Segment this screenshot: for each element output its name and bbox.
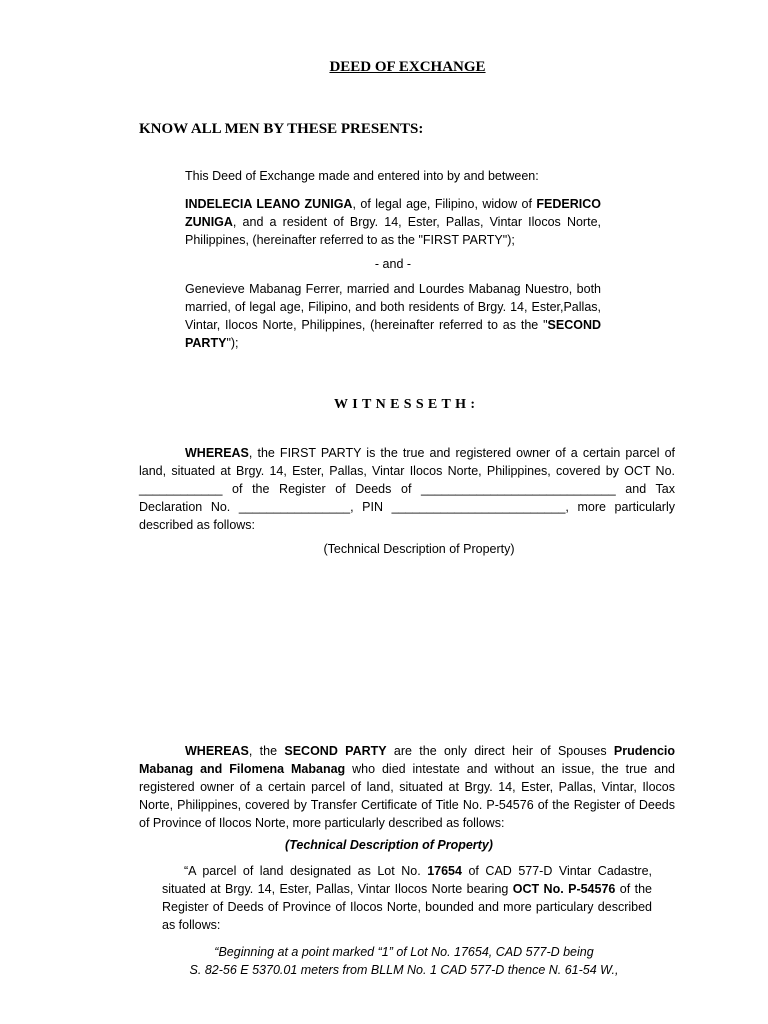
whereas-second-lead: WHEREAS bbox=[185, 744, 249, 758]
technical-description-2: (Technical Description of Property) bbox=[285, 838, 493, 852]
whereas-first-text: , the FIRST PARTY is the true and registered owner of a certain parcel of land, situated at Brgy. 14, Ester, Pallas, Vintar Ilocos Norte, Philippines, covered by OCT No. ____________ of the Register of Deeds of ____________________________ and Tax Declaration No. ________________, PIN _________________________, more particularly described as follows: bbox=[139, 446, 675, 532]
boundary-line-2: S. 82-56 E 5370.01 meters from BLLM No. 1 CAD 577-D thence N. 61-54 W., bbox=[189, 963, 619, 977]
and-separator: - and - bbox=[374, 257, 412, 271]
first-party-text-1: , of legal age, Filipino, widow of bbox=[352, 197, 537, 211]
whereas-second-text-1: , the bbox=[248, 744, 285, 758]
technical-description-1: (Technical Description of Property) bbox=[323, 542, 515, 556]
whereas-second-paragraph bbox=[139, 742, 675, 832]
document-title: DEED OF EXCHANGE bbox=[329, 59, 486, 75]
boundary-description bbox=[160, 943, 648, 979]
quote-text-3: of the Register of Deeds of Province of Ilocos Norte, bounded and more particulary described as follows: bbox=[162, 882, 652, 932]
quote-lot-number: 17654 bbox=[427, 864, 462, 878]
first-party-text-2: , and a resident of Brgy. 14, Ester, Pallas, Vintar Ilocos Norte, Philippines, (hereinafter referred to as the "FIRST PARTY"); bbox=[185, 215, 601, 247]
second-party-label: SECOND PARTY bbox=[185, 318, 601, 350]
whereas-first-paragraph bbox=[139, 444, 675, 534]
first-party-name: INDELECIA LEANO ZUNIGA bbox=[185, 197, 353, 211]
whereas-first-lead: WHEREAS bbox=[185, 446, 249, 460]
whereas-second-party: SECOND PARTY bbox=[284, 744, 387, 758]
quote-text-2: of CAD 577-D Vintar Cadastre, situated at Brgy. 14, Ester, Pallas, Vintar Ilocos Norte bearing bbox=[162, 864, 653, 896]
quote-text-1: “A parcel of land designated as Lot No. bbox=[184, 864, 428, 878]
whereas-second-spouses: Prudencio Mabanag and Filomena Mabanag bbox=[139, 744, 676, 776]
second-party-text-1: Genevieve Mabanag Ferrer, married and Lourdes Mabanag Nuestro, both married, of legal age, Filipino, and both residents of Brgy. 14, Ester,Pallas, Vintar, Ilocos Norte, Philippines, (hereinafter referred to as the " bbox=[185, 282, 601, 332]
quote-oct-number: OCT No. P-54576 bbox=[512, 882, 616, 896]
know-all-men-heading: KNOW ALL MEN BY THESE PRESENTS: bbox=[139, 121, 424, 137]
lot-description-quote bbox=[162, 862, 652, 934]
intro-paragraph: This Deed of Exchange made and entered into by and between: bbox=[185, 169, 539, 183]
second-party-paragraph bbox=[185, 280, 601, 352]
witnesseth-heading: WITNESSETH: bbox=[334, 397, 480, 412]
first-party-spouse: FEDERICO ZUNIGA bbox=[185, 197, 601, 229]
second-party-text-2: "); bbox=[226, 336, 239, 350]
boundary-line-1: “Beginning at a point marked “1” of Lot No. 17654, CAD 577-D being bbox=[214, 945, 594, 959]
whereas-second-text-3: who died intestate and without an issue, the true and registered owner of a certain parcel of land, situated at Brgy. 14, Ester, Pallas, Vintar, Ilocos Norte, Philippines, covered by Transfer Certificate of Title No. P-54576 of the Register of Deeds of Province of Ilocos Norte, more particularly described as follows: bbox=[139, 762, 675, 830]
first-party-paragraph bbox=[185, 195, 601, 249]
whereas-second-text-2: are the only direct heir of Spouses bbox=[386, 744, 614, 758]
